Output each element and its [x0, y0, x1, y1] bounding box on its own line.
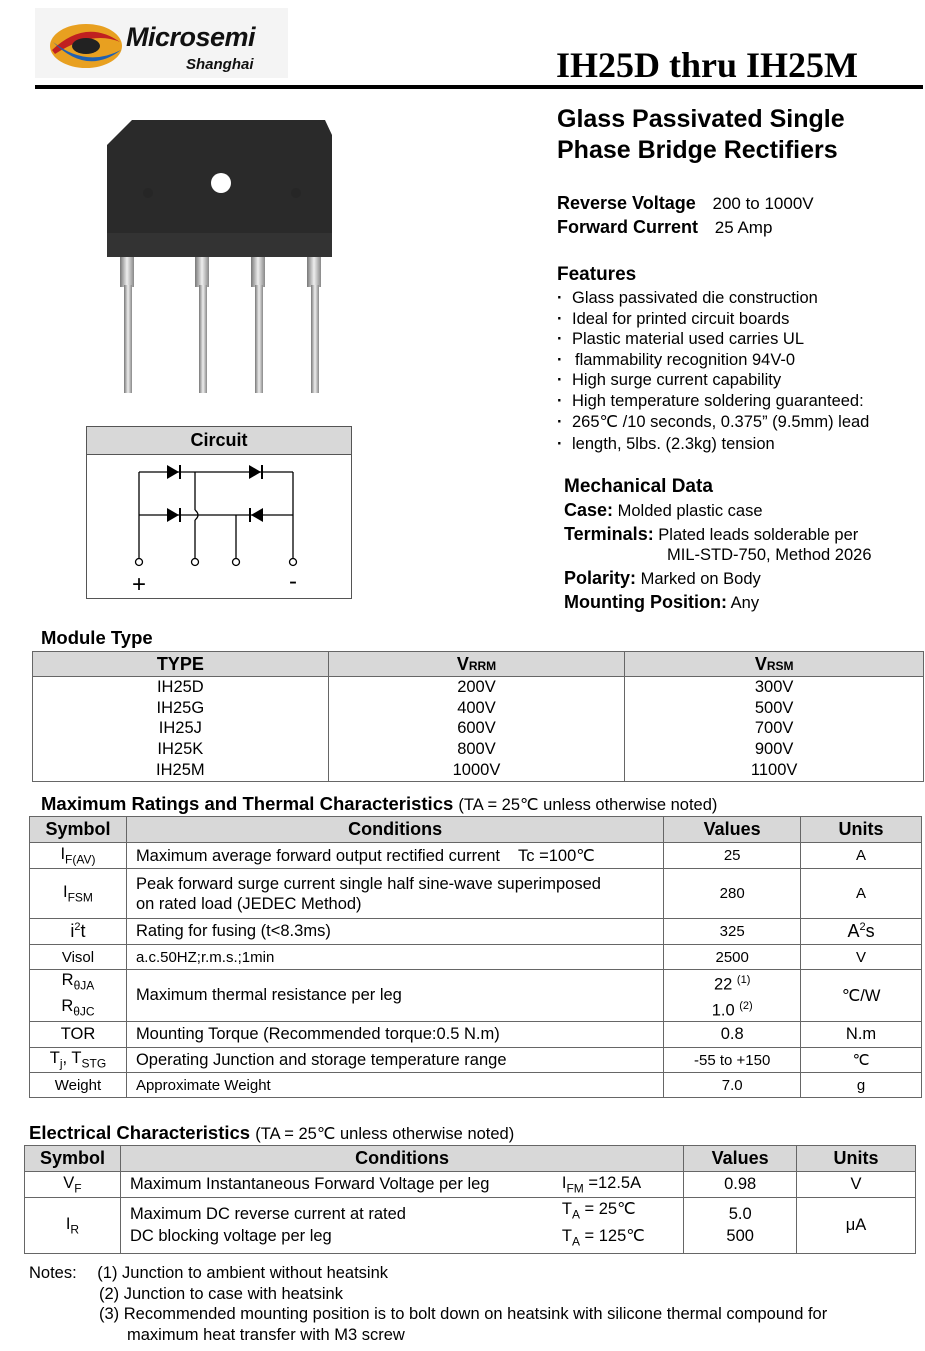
- subtitle-line-2: Phase Bridge Rectifiers: [557, 136, 838, 164]
- header-values: Values: [664, 817, 801, 843]
- condition-test: Tc =100℃: [518, 846, 595, 865]
- table-row: [33, 739, 924, 760]
- value-cell: [664, 970, 801, 1022]
- case-label: Case:: [564, 500, 614, 520]
- circuit-panel: [86, 426, 352, 599]
- unit: A: [847, 921, 860, 941]
- table-row: [25, 1198, 916, 1254]
- condition-cell: Operating Junction and storage temperature range: [126, 1048, 663, 1073]
- symbol-2: t: [80, 921, 86, 941]
- features-list: [557, 288, 917, 454]
- electrical-heading: Electrical Characteristics: [29, 1122, 251, 1143]
- condition-cell: [126, 843, 663, 869]
- plus-terminal-label: +: [131, 571, 147, 597]
- logo-wordmark: Microsemi: [126, 22, 256, 52]
- table-row: [30, 1048, 922, 1073]
- condition-cell: Rating for fusing (t<8.3ms): [126, 919, 663, 945]
- logo-subtitle: Shanghai: [186, 56, 254, 73]
- table-header-row: [30, 817, 922, 843]
- header-values: Values: [684, 1146, 797, 1172]
- note-2: (2) Junction to case with heatsink: [99, 1284, 343, 1303]
- max-ratings-title: [41, 793, 717, 815]
- product-subtitle: [557, 104, 845, 166]
- feature-item: · Ideal for printed circuit boards: [557, 309, 917, 330]
- table-row: [25, 1172, 916, 1198]
- symbol: i: [70, 921, 75, 941]
- table-row: [33, 760, 924, 781]
- unit-cell: N.m: [801, 1022, 922, 1048]
- note-3: (3) Recommended mounting position is to bolt down on heatsink with silicone thermal compound for: [99, 1305, 828, 1324]
- unit-cell: A: [801, 843, 922, 869]
- subtitle-line-1: Glass Passivated Single: [557, 105, 845, 133]
- vrrm-v: V: [456, 653, 469, 674]
- condition-cell: [126, 869, 663, 919]
- header-symbol: Symbol: [30, 817, 127, 843]
- symbol: T: [49, 1049, 60, 1068]
- vrrm-sub: RRM: [468, 658, 497, 673]
- symbol: R: [61, 971, 74, 990]
- feature-item-continued: · 265℃ /10 seconds, 0.375” (9.5mm) lead: [557, 412, 917, 433]
- feature-item: · Glass passivated die construction: [557, 288, 917, 309]
- value-line: [664, 996, 800, 1022]
- table-row: [30, 970, 922, 1022]
- mechanical-heading: Mechanical Data: [564, 476, 713, 497]
- symbol: V: [63, 1173, 75, 1192]
- vrrm-cell: 600V: [328, 718, 625, 739]
- unit-cell: A: [801, 869, 922, 919]
- max-ratings-table: [29, 816, 922, 1098]
- symbol-cell: [25, 1198, 121, 1254]
- unit-cell: V: [797, 1172, 916, 1198]
- header-vrsm: [625, 652, 924, 677]
- condition: Maximum DC reverse current at rated: [129, 1205, 406, 1224]
- unit-cell: [801, 919, 922, 945]
- value-cell: -55 to +150: [664, 1048, 801, 1073]
- symbol: I: [65, 1214, 71, 1233]
- test-line: [562, 1198, 683, 1225]
- vrsm-cell: 900V: [625, 739, 924, 760]
- value-cell: 2500: [664, 945, 801, 970]
- header-conditions: Conditions: [126, 817, 663, 843]
- page-title: IH25D thru IH25M: [556, 45, 859, 85]
- test-sub: A: [571, 1207, 580, 1222]
- symbol-cell: [30, 869, 127, 919]
- symbol-cell: [30, 970, 127, 1022]
- title-rule: [35, 85, 923, 89]
- symbol-cell: [30, 919, 127, 945]
- polarity-label: Polarity:: [564, 568, 637, 588]
- symbol-2: , T: [62, 1049, 82, 1068]
- electrical-table: [24, 1145, 916, 1254]
- vrsm-cell: 300V: [625, 677, 924, 698]
- feature-item: · High temperature soldering guaranteed:: [557, 391, 917, 412]
- vrrm-cell: 800V: [328, 739, 625, 760]
- value: 5.0: [728, 1205, 752, 1224]
- table-header-row: [25, 1146, 916, 1172]
- minus-terminal-label: -: [289, 568, 297, 595]
- type-cell: IH25G: [33, 698, 329, 719]
- value-cell: 0.8: [664, 1022, 801, 1048]
- electrical-note: (TA = 25℃ unless otherwise noted): [255, 1125, 515, 1143]
- test-line: [562, 1225, 683, 1252]
- symbol-sub: STG: [81, 1056, 107, 1071]
- forward-current-spec: [557, 217, 772, 238]
- test-sub: A: [571, 1234, 580, 1249]
- features-heading: Features: [557, 264, 637, 285]
- symbol: R: [61, 996, 74, 1015]
- vrrm-cell: 1000V: [328, 760, 625, 781]
- feature-item-continued: · length, 5lbs. (2.3kg) tension: [557, 434, 917, 455]
- table-row: [33, 718, 924, 739]
- symbol-line: [30, 996, 126, 1021]
- notes-section: [29, 1263, 827, 1346]
- condition-cell: a.c.50HZ;r.m.s.;1min: [126, 945, 663, 970]
- test-symbol: T: [561, 1227, 572, 1246]
- type-cell: IH25K: [33, 739, 329, 760]
- value-note: (1): [736, 974, 751, 986]
- unit-cell: μA: [797, 1198, 916, 1254]
- table-row: [33, 698, 924, 719]
- symbol-cell: [30, 843, 127, 869]
- symbol-sub: F(AV): [65, 852, 96, 867]
- unit-sup: 2: [859, 921, 866, 933]
- symbol: I: [60, 844, 66, 863]
- condition-cell: [120, 1198, 561, 1254]
- symbol-line: [30, 970, 126, 995]
- mounting-line: [564, 592, 759, 613]
- table-row: [33, 677, 924, 698]
- unit-cell: ℃/W: [801, 970, 922, 1022]
- vrsm-cell: 500V: [625, 698, 924, 719]
- vrsm-v: V: [754, 653, 767, 674]
- table-row: [30, 843, 922, 869]
- symbol: I: [63, 882, 68, 901]
- condition-line-2: on rated load (JEDEC Method): [135, 894, 362, 913]
- condition-cell: Mounting Torque (Recommended torque:0.5 N.m): [126, 1022, 663, 1048]
- value-cell: [684, 1198, 797, 1254]
- note-3-continued: maximum heat transfer with M3 screw: [127, 1326, 405, 1345]
- circuit-heading: Circuit: [87, 427, 351, 455]
- symbol-sub: θJA: [73, 978, 95, 993]
- value-cell: 25: [664, 843, 801, 869]
- mounting-value: Any: [730, 594, 760, 612]
- condition: Peak forward surge current single half sine-wave superimposed: [135, 874, 601, 893]
- reverse-voltage-spec: [557, 193, 814, 214]
- type-cell: IH25M: [33, 760, 329, 781]
- table-row: [30, 919, 922, 945]
- type-cell: IH25J: [33, 718, 329, 739]
- symbol-cell: Visol: [30, 945, 127, 970]
- reverse-voltage-value: 200 to 1000V: [712, 194, 814, 213]
- value: 22: [713, 975, 733, 994]
- symbol-sub: R: [70, 1221, 80, 1236]
- value-cell: 7.0: [664, 1073, 801, 1098]
- condition-cell: Approximate Weight: [126, 1073, 663, 1098]
- module-type-title: Module Type: [41, 627, 153, 648]
- symbol-sup: 2: [74, 921, 81, 933]
- header-symbol: Symbol: [25, 1146, 121, 1172]
- test-condition-cell: [562, 1172, 684, 1198]
- forward-current-value: 25 Amp: [714, 218, 773, 237]
- microsemi-logo-icon: [47, 20, 125, 72]
- value-note: (2): [739, 999, 753, 1012]
- unit-cell: g: [801, 1073, 922, 1098]
- condition-cell: Maximum Instantaneous Forward Voltage per leg: [120, 1172, 561, 1198]
- symbol-cell: TOR: [30, 1022, 127, 1048]
- mounting-label: Mounting Position:: [564, 592, 727, 612]
- module-type-table: [32, 651, 924, 782]
- symbol-sub: FSM: [67, 890, 93, 905]
- test-sub: FM: [566, 1181, 584, 1196]
- test-value: =12.5A: [583, 1173, 642, 1192]
- test-symbol: T: [561, 1200, 572, 1218]
- value-cell: 280: [664, 869, 801, 919]
- header-units: Units: [801, 817, 922, 843]
- header-vrrm: [328, 652, 625, 677]
- symbol-sub: θJC: [73, 1003, 95, 1018]
- forward-current-label: Forward Current: [557, 217, 699, 237]
- max-ratings-note: (TA = 25℃ unless otherwise noted): [458, 796, 718, 814]
- table-row: [30, 945, 922, 970]
- vrrm-cell: 400V: [328, 698, 625, 719]
- table-row: [30, 869, 922, 919]
- header-units: Units: [797, 1146, 916, 1172]
- case-line: [564, 500, 763, 521]
- table-row: [30, 1073, 922, 1098]
- value-cell: 0.98: [684, 1172, 797, 1198]
- symbol-cell: Weight: [30, 1073, 127, 1098]
- unit-cell: V: [801, 945, 922, 970]
- condition-cell: Maximum thermal resistance per leg: [126, 970, 663, 1022]
- header-conditions: Conditions: [120, 1146, 683, 1172]
- unit-2: s: [865, 921, 875, 941]
- test-value: = 25℃: [579, 1200, 636, 1218]
- test-condition-cell: [562, 1198, 684, 1254]
- symbol-sub: F: [74, 1181, 82, 1196]
- electrical-title: [29, 1122, 514, 1144]
- type-cell: IH25D: [33, 677, 329, 698]
- symbol-sub: j: [59, 1056, 63, 1071]
- condition-line-2: DC blocking voltage per leg: [129, 1227, 332, 1246]
- value: 500: [726, 1227, 754, 1246]
- notes-label: Notes:: [29, 1264, 77, 1282]
- vrsm-sub: RSM: [766, 658, 794, 673]
- table-header-row: [33, 652, 924, 677]
- polarity-line: [564, 568, 761, 589]
- vrrm-cell: 200V: [328, 677, 625, 698]
- value: 1.0: [711, 1001, 735, 1019]
- terminals-value-2: MIL-STD-750, Method 2026: [667, 546, 872, 564]
- bridge-circuit-diagram: [87, 455, 351, 597]
- polarity-value: Marked on Body: [640, 570, 761, 588]
- table-row: [30, 1022, 922, 1048]
- terminals-value: Plated leads solderable per: [658, 526, 859, 544]
- feature-item: · Plastic material used carries UL: [557, 329, 917, 350]
- vrsm-cell: 1100V: [625, 760, 924, 781]
- value-cell: 325: [664, 919, 801, 945]
- condition: Maximum average forward output rectified current: [135, 846, 501, 865]
- reverse-voltage-label: Reverse Voltage: [557, 193, 696, 213]
- test-symbol: I: [561, 1173, 567, 1192]
- note-1: (1) Junction to ambient without heatsink: [97, 1264, 389, 1282]
- unit-cell: ℃: [801, 1048, 922, 1073]
- symbol-cell: [25, 1172, 121, 1198]
- bridge-rectifier-image: [100, 115, 340, 400]
- feature-item: · High surge current capability: [557, 370, 917, 391]
- value-line: [664, 970, 800, 996]
- test-value: = 125℃: [579, 1227, 645, 1246]
- max-ratings-heading: Maximum Ratings and Thermal Characteristics: [41, 793, 454, 814]
- symbol-cell: [30, 1048, 127, 1073]
- feature-item-continued: · flammability recognition 94V-0: [557, 350, 917, 371]
- header-type: TYPE: [33, 652, 329, 677]
- vrsm-cell: 700V: [625, 718, 924, 739]
- terminals-label: Terminals:: [564, 524, 654, 544]
- case-value: Molded plastic case: [617, 502, 763, 520]
- terminals-line: [564, 524, 858, 545]
